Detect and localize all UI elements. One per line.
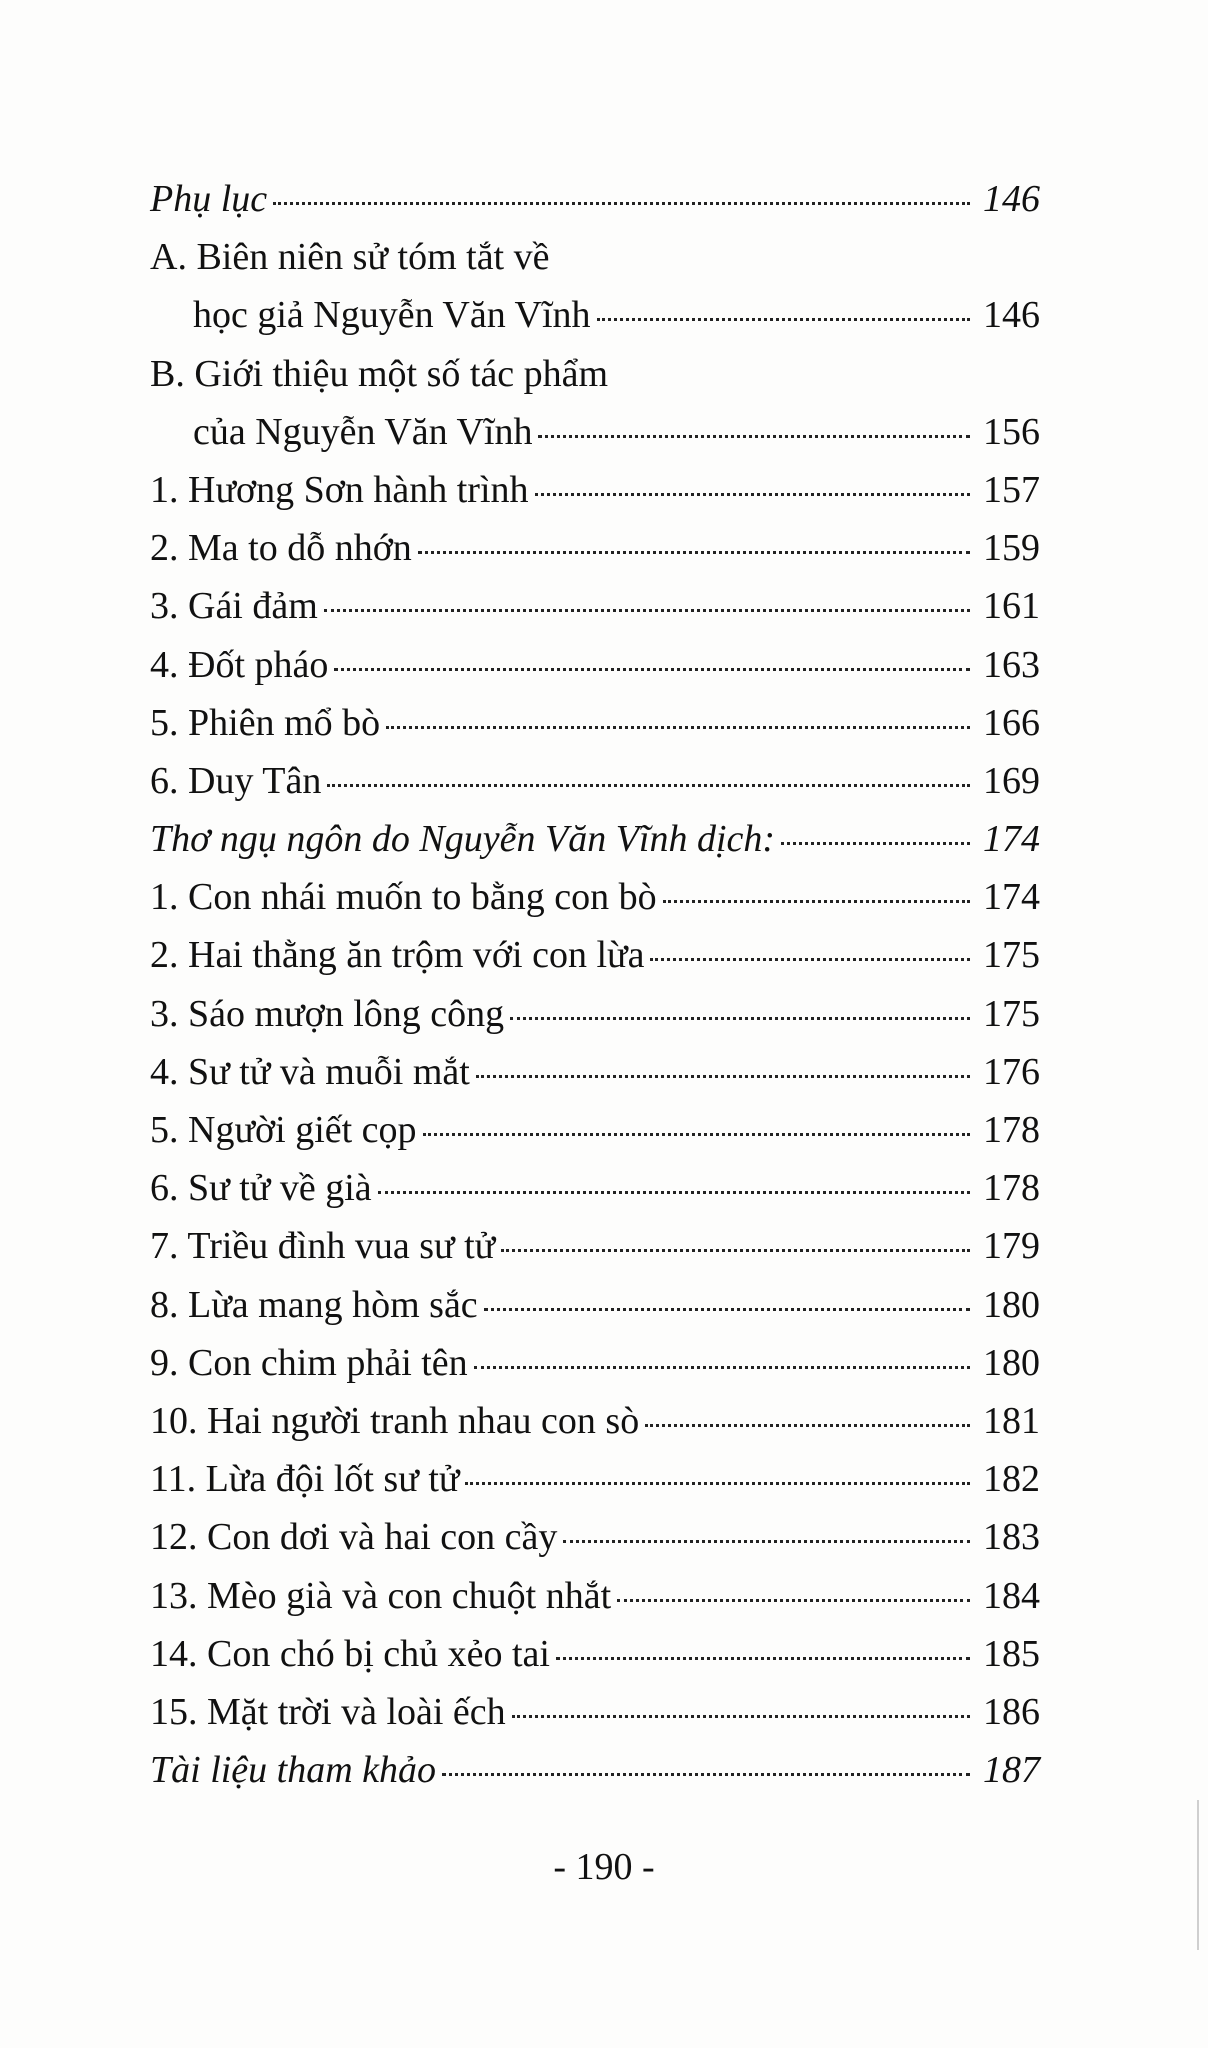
toc-entry-title: 11. Lừa đội lốt sư tử bbox=[150, 1458, 460, 1501]
toc-entry bbox=[150, 1159, 1040, 1217]
dot-leader bbox=[597, 318, 970, 321]
toc-entry bbox=[150, 1334, 1040, 1392]
page-edge-mark bbox=[1197, 1800, 1199, 1950]
toc-entry-title: 2. Hai thằng ăn trộm với con lừa bbox=[150, 934, 645, 977]
dot-leader bbox=[617, 1599, 970, 1602]
page-number: - 190 - bbox=[553, 1846, 655, 1888]
toc-entry-title: B. Giới thiệu một số tác phẩm bbox=[150, 352, 609, 395]
dot-leader bbox=[378, 1191, 970, 1194]
toc-entry-page: 174 bbox=[983, 818, 1040, 861]
dot-leader bbox=[512, 1715, 970, 1718]
dot-leader bbox=[334, 668, 970, 671]
dot-leader bbox=[324, 609, 970, 612]
dot-leader bbox=[273, 202, 970, 205]
toc-entry bbox=[150, 636, 1040, 694]
toc-entry-page: 161 bbox=[983, 585, 1040, 628]
toc-entry bbox=[150, 1101, 1040, 1159]
toc-entry-page: 178 bbox=[983, 1109, 1040, 1151]
toc-entry bbox=[150, 1450, 1040, 1508]
toc-entry bbox=[150, 1508, 1040, 1566]
toc-entry bbox=[150, 1392, 1040, 1450]
toc-entry bbox=[150, 926, 1040, 984]
toc-entry-title: học giả Nguyễn Văn Vĩnh bbox=[193, 294, 591, 337]
toc-entry bbox=[150, 1217, 1040, 1275]
toc-entry-title: 2. Ma to dỗ nhớn bbox=[150, 527, 412, 570]
toc-entry-title: 1. Con nhái muốn to bằng con bò bbox=[150, 876, 657, 919]
toc-entry-title: 10. Hai người tranh nhau con sò bbox=[150, 1399, 640, 1442]
dot-leader bbox=[538, 435, 970, 438]
toc-entry-title: 12. Con dơi và hai con cầy bbox=[150, 1516, 558, 1559]
toc-entry-title: của Nguyễn Văn Vĩnh bbox=[193, 410, 533, 453]
toc-entry-title: 9. Con chim phải tên bbox=[150, 1341, 468, 1384]
toc-entry-page: 175 bbox=[983, 992, 1040, 1035]
toc-entry-title: 6. Duy Tân bbox=[150, 759, 322, 802]
dot-leader bbox=[327, 784, 970, 787]
dot-leader bbox=[386, 726, 970, 729]
toc-entry-page: 163 bbox=[983, 643, 1040, 686]
toc-entry-page: 175 bbox=[983, 934, 1040, 977]
toc-entry bbox=[150, 752, 1040, 810]
toc-entry-title: Thơ ngụ ngôn do Nguyễn Văn Vĩnh dịch: bbox=[150, 818, 776, 861]
dot-leader bbox=[556, 1657, 970, 1660]
dot-leader bbox=[465, 1482, 970, 1485]
toc-entry-page: 166 bbox=[983, 701, 1040, 744]
toc-entry-title: Phụ lục bbox=[150, 178, 268, 220]
toc-entry bbox=[150, 403, 1040, 461]
toc-entry-title: 3. Gái đảm bbox=[150, 585, 318, 628]
toc-entry bbox=[150, 345, 1040, 403]
toc-entry bbox=[150, 985, 1040, 1043]
toc-entry-title: 5. Người giết cọp bbox=[150, 1109, 417, 1151]
dot-leader bbox=[663, 900, 970, 903]
toc-entry-page: 180 bbox=[983, 1283, 1040, 1326]
toc-entry bbox=[150, 519, 1040, 577]
toc-entry-page: 176 bbox=[983, 1050, 1040, 1093]
toc-entry bbox=[150, 286, 1040, 344]
toc-entry-title: 4. Sư tử và muỗi mắt bbox=[150, 1050, 470, 1093]
dot-leader bbox=[442, 1773, 970, 1776]
toc-entry-title: 13. Mèo già và con chuột nhắt bbox=[150, 1574, 612, 1617]
dot-leader bbox=[501, 1249, 970, 1252]
toc-entry-page: 157 bbox=[983, 468, 1040, 511]
toc-entry-page: 159 bbox=[983, 527, 1040, 570]
toc-entry-page: 169 bbox=[983, 759, 1040, 802]
toc-entry-page: 185 bbox=[983, 1632, 1040, 1675]
dot-leader bbox=[418, 551, 970, 554]
toc-entry-title: 6. Sư tử về già bbox=[150, 1167, 372, 1210]
toc-entry-title: A. Biên niên sử tóm tắt về bbox=[150, 236, 550, 279]
toc-entry-title: Tài liệu tham khảo bbox=[150, 1749, 437, 1792]
dot-leader bbox=[476, 1075, 970, 1078]
dot-leader bbox=[563, 1540, 970, 1543]
toc-entry-title: 14. Con chó bị chủ xẻo tai bbox=[150, 1632, 550, 1675]
toc-entry bbox=[150, 1741, 1040, 1799]
toc-entry-page: 146 bbox=[983, 294, 1040, 337]
toc-entry bbox=[150, 868, 1040, 926]
dot-leader bbox=[650, 958, 970, 961]
dot-leader bbox=[474, 1366, 970, 1369]
toc-entry-title: 15. Mặt trời và loài ếch bbox=[150, 1690, 506, 1733]
dot-leader bbox=[645, 1424, 970, 1427]
toc-entry-title: 3. Sáo mượn lông công bbox=[150, 992, 505, 1035]
toc-entry bbox=[150, 1043, 1040, 1101]
toc-entry bbox=[150, 228, 1040, 286]
toc-entry-title: 1. Hương Sơn hành trình bbox=[150, 468, 529, 511]
toc-entry-page: 178 bbox=[983, 1167, 1040, 1210]
toc-entry-title: 8. Lừa mang hòm sắc bbox=[150, 1283, 478, 1326]
toc-entry bbox=[150, 461, 1040, 519]
table-of-contents bbox=[150, 170, 1040, 1799]
toc-entry-title: 4. Đốt pháo bbox=[150, 643, 329, 686]
dot-leader bbox=[510, 1017, 970, 1020]
dot-leader bbox=[484, 1308, 970, 1311]
toc-entry bbox=[150, 577, 1040, 635]
toc-entry-page: 146 bbox=[983, 178, 1040, 220]
dot-leader bbox=[781, 842, 970, 845]
toc-entry-page: 187 bbox=[983, 1749, 1040, 1792]
toc-entry-page: 156 bbox=[983, 410, 1040, 453]
toc-entry-page: 184 bbox=[983, 1574, 1040, 1617]
toc-entry bbox=[150, 1683, 1040, 1741]
toc-entry bbox=[150, 810, 1040, 868]
dot-leader bbox=[423, 1133, 970, 1136]
toc-entry bbox=[150, 1567, 1040, 1625]
toc-entry bbox=[150, 1276, 1040, 1334]
toc-entry-page: 183 bbox=[983, 1516, 1040, 1559]
toc-entry-page: 174 bbox=[983, 876, 1040, 919]
toc-entry-title: 5. Phiên mổ bò bbox=[150, 701, 381, 744]
toc-entry-page: 186 bbox=[983, 1690, 1040, 1733]
toc-entry bbox=[150, 694, 1040, 752]
toc-entry-page: 179 bbox=[983, 1225, 1040, 1268]
toc-entry-page: 180 bbox=[983, 1341, 1040, 1384]
toc-entry-page: 182 bbox=[983, 1458, 1040, 1501]
dot-leader bbox=[535, 493, 971, 496]
toc-entry-page: 181 bbox=[983, 1399, 1040, 1442]
toc-entry bbox=[150, 1625, 1040, 1683]
toc-entry bbox=[150, 170, 1040, 228]
toc-entry-title: 7. Triều đình vua sư tử bbox=[150, 1225, 496, 1268]
